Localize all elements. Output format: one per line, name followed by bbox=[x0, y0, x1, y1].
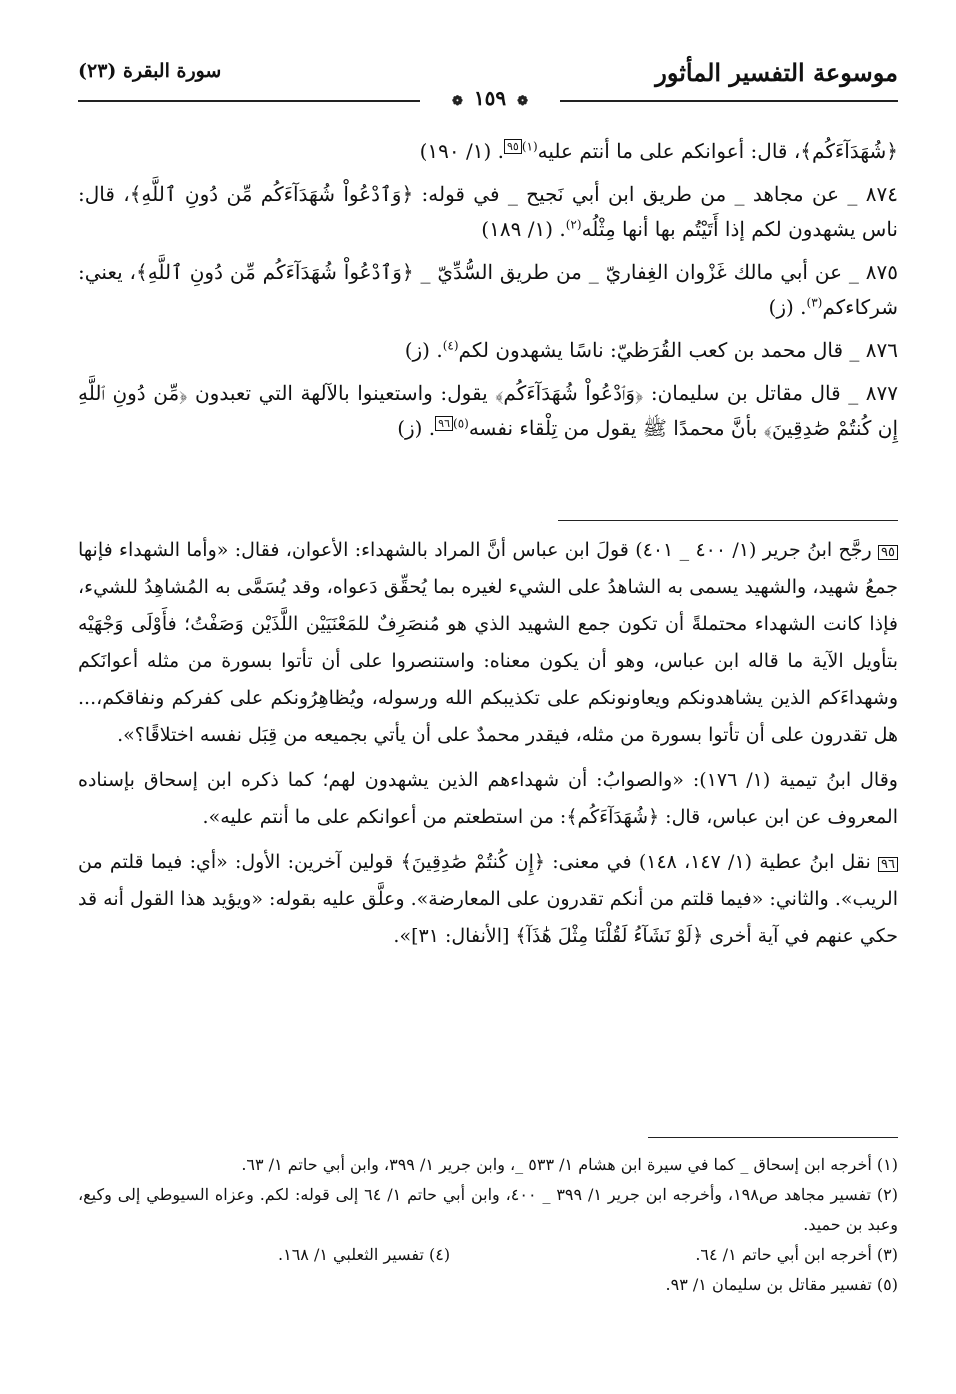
main-text bbox=[78, 134, 898, 454]
entry-875: ٨٧٥ _ عن أبي مالك غَزْوان الغِفاريّ _ من طريق السُّدِّيّ _ ﴿وَٱدْعُواْ شُهَدَآءَكُم مِّن دُونِ ٱللَّهِ﴾، يعني: شركاءكم$^{(٣)}$. (ز) bbox=[78, 260, 898, 319]
footnote-2: (٢) تفسير مجاهد ص١٩٨، وأخرجه ابن جرير ١/ ٣٩٩ _ ٤٠٠، وابن أبي حاتم ١/ ٦٤ إلى قوله: لكم. وعزاه السيوطي إلى وكيع، وعبد بن حميد. bbox=[78, 1185, 898, 1234]
commentary-96: ٩٦ نقل ابنُ عطية (١/ ١٤٧، ١٤٨) في معنى: ﴿إِن كُنتُمْ صَٰدِقِينَ﴾ قولين آخرين: الأول: «أي: فيما قلتم من الريب». والثاني: «فيما قلتم من أنكم تقدرون على المعارضة». وعلَّق عليه بقوله: «ويؤيد هذا القول أنه قد حكي عنهم في آية أخرى ﴿لَوْ نَشَآءُ لَقُلْنَا مِثْلَ هَٰذَآ﴾ [الأنفال: ٣١]». bbox=[78, 851, 898, 947]
footnote-3: (٣) أخرجه ابن أبي حاتم ١/ ٦٤. bbox=[695, 1245, 898, 1264]
entry-873-tail: ﴿شُهَدَآءَكُم﴾، قال: أعوانكم على ما أنتم عليه$^{(١)}$٩٥. (١/ ١٩٠) bbox=[419, 139, 898, 163]
commentary-section bbox=[78, 532, 898, 963]
commentary-ref-96[interactable]: ٩٦ bbox=[435, 416, 453, 431]
footnote-ref[interactable]: (٣) bbox=[806, 295, 823, 310]
source-marker: (ز) bbox=[768, 295, 794, 319]
commentary-number: ٩٦ bbox=[878, 857, 898, 872]
volume-ref: (١/ ١٨٩) bbox=[481, 217, 554, 241]
footnote-5: (٥) تفسير مقاتل بن سليمان ١/ ٩٣. bbox=[665, 1275, 898, 1294]
footnote-ref[interactable]: (١) bbox=[521, 139, 538, 154]
surah-title: سورة البقرة (٢٣) bbox=[78, 60, 222, 82]
commentary-95-cont: وقال ابنُ تيمية (١/ ١٧٦): «والصوابُ: أن شهداءهم الذين يشهدون لهم؛ كما ذكره ابن إسحاق بإسناده المعروف عن ابن عباس، قال: ﴿شُهَدَآءَكُم﴾: من استطعتم من أعوانكم على ما أنتم عليه». bbox=[78, 769, 898, 828]
ornament-icon: ❁ bbox=[452, 94, 463, 109]
footnote-ref[interactable]: (٢) bbox=[565, 217, 582, 232]
footnote-row bbox=[78, 1240, 898, 1270]
page-number-block bbox=[420, 86, 560, 114]
commentary-ref-95[interactable]: ٩٥ bbox=[504, 139, 522, 154]
entry-877: ٨٧٧ _ قال مقاتل بن سليمان: ﴿وَٱدْعُواْ شُهَدَآءَكُم﴾ يقول: واستعينوا بالآلهة التي تعبدون ﴿مِّن دُونِ ٱللَّهِ إِن كُنتُمْ صَٰدِقِينَ﴾ بأنَّ محمدًا ﷺ يقول من تِلْقاء نفسه$^{(٥)}$٩٦. (ز) bbox=[78, 381, 899, 440]
footnotes bbox=[78, 1150, 898, 1300]
footnote-4: (٤) تفسير الثعلبي ١/ ١٦٨. bbox=[278, 1245, 451, 1264]
commentary-number: ٩٥ bbox=[878, 545, 898, 560]
commentary-separator bbox=[558, 520, 898, 521]
page-number: ١٥٩ bbox=[473, 86, 507, 110]
entry-874: ٨٧٤ _ عن مجاهد _ من طريق ابن أبي نَجيح _ في قوله: ﴿وَٱدْعُواْ شُهَدَآءَكُم مِّن دُونِ ٱللَّهِ﴾، قال: ناس يشهدون لكم إذا أَتَيْتُم بها أنها مِثْلُه$^{(٢)}$. (١/ ١٨٩) bbox=[78, 182, 899, 241]
source-marker: (ز) bbox=[397, 416, 423, 440]
footnote-1: (١) أخرجه ابن إسحاق _ كما في سيرة ابن هشام ١/ ٥٣٣ _، وابن جرير ١/ ٣٩٩، وابن أبي حاتم ١/ ٦٣. bbox=[241, 1155, 898, 1174]
source-marker: (ز) bbox=[404, 338, 430, 362]
footnote-ref[interactable]: (٥) bbox=[453, 416, 469, 431]
volume-ref: (١/ ١٩٠) bbox=[419, 139, 492, 163]
footnote-separator bbox=[648, 1137, 898, 1138]
commentary-95: ٩٥ رجَّح ابنُ جرير (١/ ٤٠٠ _ ٤٠١) قولَ ابن عباس أنَّ المراد بالشهداء: الأعوان، فقال: «وأما الشهداء فإنها جمعُ شهيد، والشهيد يسمى به الشاهدُ على الشيء لغيره بما يُحقِّق دَعواه، وقد يُسَمَّى به المُشاهِدُ للشيء، فإذا كانت الشهداء محتملةً أن تكون جمع الشهيد الذي هو مُنصَرِفٌ للمَعْنَيَيْن اللَّذَيْن وَصَفْتُ؛ فأَوْلَى وَجْهَيْه بتأويل الآية ما قاله ابن عباس، وهو أن يكون معناه: واستنصروا على أن تأتوا بسورة من مثله أعوانَكم وشهداءَكم الذين يشاهدونكم ويعاونونكم على تكذيبكم الله ورسوله، ويُظاهِرُونكم على كفركم ونفاقكم،... هل تقدرون على أن تأتوا بسورة من مثله، فيقدر محمدٌ على أن يأتي بجميعه من قِبَل نفسه اختلاقًا؟». bbox=[78, 539, 898, 746]
footnote-ref[interactable]: (٤) bbox=[442, 338, 459, 353]
book-title: موسوعة التفسير المأثور bbox=[655, 58, 898, 87]
entry-876: ٨٧٦ _ قال محمد بن كعب القُرَظيّ: ناسًا يشهدون لكم$^{(٤)}$. (ز) bbox=[404, 338, 898, 362]
ornament-icon: ❁ bbox=[517, 94, 528, 109]
